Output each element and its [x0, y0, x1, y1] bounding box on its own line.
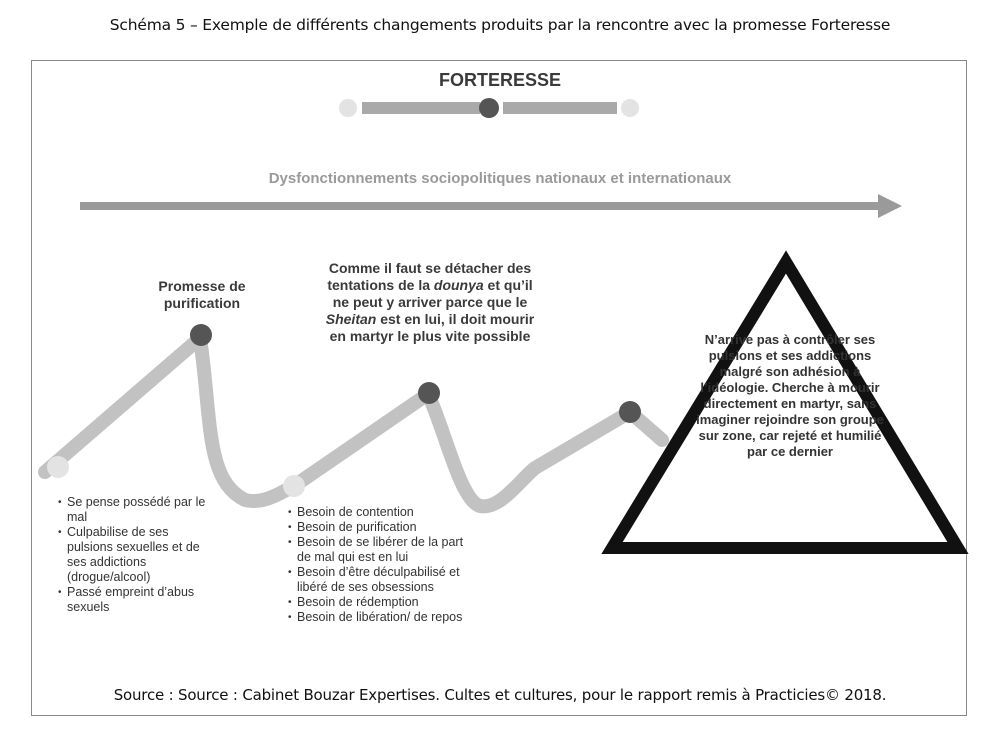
needs-list [288, 505, 473, 625]
journey-dot-start [47, 456, 69, 478]
journey-dot-end [619, 401, 641, 423]
step-martyr-label [325, 260, 535, 345]
progress-indicator [339, 98, 639, 118]
progress-dot-right [621, 99, 639, 117]
list-item: • Besoin d’être déculpabilisé et libéré de ses obsessions [288, 565, 473, 595]
list-item: • Besoin de libération/ de repos [288, 610, 473, 625]
list-item: • Besoin de contention [288, 505, 473, 520]
martyr-text-3: est en lui, il doit mourir en martyr le plus vite possible [329, 311, 535, 344]
martyr-text-dounya: dounya [433, 277, 484, 293]
list-item: • Besoin de purification [288, 520, 473, 535]
list-item: • Besoin de rédemption [288, 595, 473, 610]
martyr-text-2: et qu’il ne peut y arriver parce que le [332, 277, 533, 310]
source-note: Source : Source : Cabinet Bouzar Expertises. Cultes et cultures, pour le rapport remis à Practicies© 2018. [113, 686, 887, 704]
figure-caption: Schéma 5 – Exemple de différents changements produits par la rencontre avec la promesse Forteresse [109, 16, 891, 34]
list-item: • Se pense possédé par le mal [58, 495, 208, 525]
progress-dot-center [479, 98, 499, 118]
list-item: • Culpabilise de ses pulsions sexuelles et de ses addictions (drogue/alcool) [58, 525, 208, 585]
step-purification-label [140, 278, 264, 312]
journey-dot-martyr [418, 382, 440, 404]
list-item: • Besoin de se libérer de la part de mal qui est en lui [288, 535, 473, 565]
profile-list [58, 495, 208, 615]
journey-dot-purification [190, 324, 212, 346]
triangle-text: N’arrive pas à contrôler ses pulsions et ses addictions malgré son adhésion à l’idéologie. Cherche à mourir directement en martyr, sans imaginer rejoindre son groupe sur zone, car rejeté et humilié par ce dernier [696, 332, 884, 459]
progress-dot-left [339, 99, 357, 117]
martyr-text-sheitan: Sheitan [325, 311, 377, 327]
diagram-title: FORTERESSE [438, 70, 562, 90]
step-purification-text: Promesse de purification [158, 278, 246, 311]
timeline-arrow [80, 194, 902, 218]
journey-path [45, 338, 662, 506]
progress-bar-right [503, 102, 617, 114]
progress-bar-left [362, 102, 480, 114]
arrow-label: Dysfonctionnements sociopolitiques nationaux et internationaux [268, 170, 732, 187]
martyr-text-1: Comme il faut se détacher des tentations de la [327, 260, 532, 293]
journey-dot-needs [283, 475, 305, 497]
list-item: • Passé empreint d’abus sexuels [58, 585, 208, 615]
